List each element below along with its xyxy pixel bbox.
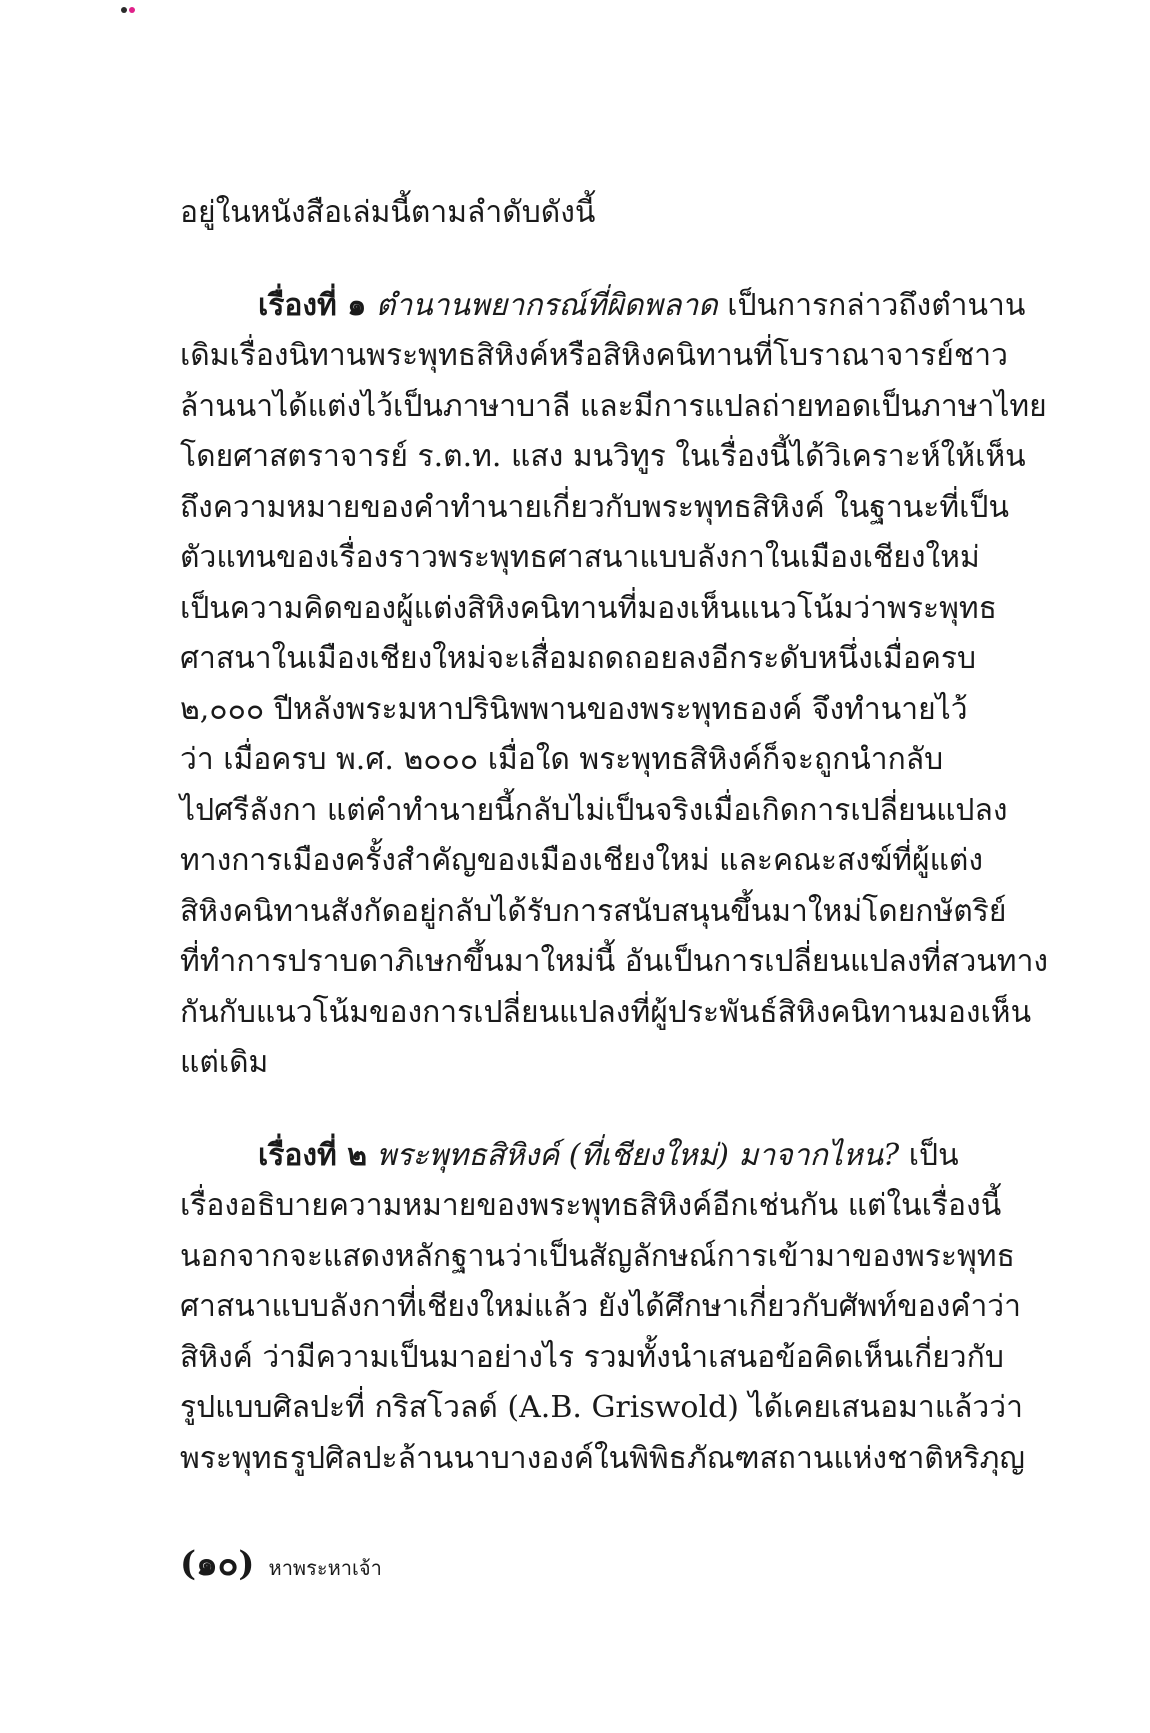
story2-line: ศาสนาแบบลังกาที่เชียงใหม่แล้ว ยังได้ศึกษาเกี่ยวกับศัพท์ของคำว่า [180,1289,1021,1324]
story2-line: นอกจากจะแสดงหลักฐานว่าเป็นสัญลักษณ์การเข้ามาของพระพุทธ [180,1238,1015,1274]
story2-line: สิหิงค์ ว่ามีความเป็นมาอย่างไร รวมทั้งนำเสนอข้อคิดเห็นเกี่ยวกับ [180,1339,1004,1375]
intro-line: อยู่ในหนังสือเล่มนี้ตามลำดับดังนี้ [180,195,596,230]
story1-line: ว่า เมื่อครบ พ.ศ. ๒๐๐๐ เมื่อใด พระพุทธสิหิงค์ก็จะถูกนำกลับ [180,742,944,777]
story-1-label: เรื่องที่ ๑ [258,287,367,323]
page-number: (๑๐) [180,1544,255,1584]
story-1-first-line [180,281,1026,332]
story-1-title: ตำนานพยากรณ์ที่ผิดพลาด [375,287,718,323]
story1-line: ๒,๐๐๐ ปีหลังพระมหาปรินิพพานของพระพุทธองค์ จึงทำนายไว้ [180,691,968,727]
story-2-label: เรื่องที่ ๒ [258,1137,368,1173]
story-2-paragraph [180,1131,1025,1485]
paragraph-gap [180,1089,932,1131]
dark-dot [121,7,127,13]
story2-line: รูปแบบศิลปะที่ กริสโวลด์ (A.B. Griswold) ได้เคยเสนอมาแล้วว่า [180,1390,1023,1425]
page-body [180,188,1049,1484]
pink-dot [129,7,135,13]
story-1-paragraph [180,281,1049,1089]
story2-line: พระพุทธรูปศิลปะล้านนาบางองค์ในพิพิธภัณฑสถานแห่งชาติหริภุญ [180,1440,1025,1476]
story-2-first-line-rest: เป็น [908,1137,959,1173]
paragraph-gap [180,239,932,281]
story-2-lines [180,1181,1025,1484]
story-2-first-line [180,1131,959,1182]
story1-line: ที่ทำการปราบดาภิเษกขึ้นมาใหม่นี้ อันเป็นการเปลี่ยนแปลงที่สวนทาง [180,944,1049,979]
story1-line: ไปศรีลังกา แต่คำทำนายนี้กลับไม่เป็นจริงเมื่อเกิดการเปลี่ยนแปลง [180,792,1008,828]
story-1-first-line-rest: เป็นการกล่าวถึงตำนาน [727,287,1026,323]
story1-line: ล้านนาได้แต่งไว้เป็นภาษาบาลี และมีการแปลถ่ายทอดเป็นภาษาไทย [180,388,1047,424]
story1-line: โดยศาสตราจารย์ ร.ต.ท. แสง มนวิทูร ในเรื่องนี้ได้วิเคราะห์ให้เห็น [180,439,1026,474]
story2-line: เรื่องอธิบายความหมายของพระพุทธสิหิงค์อีกเช่นกัน แต่ในเรื่องนี้ [180,1188,1002,1223]
story1-line: ทางการเมืองครั้งสำคัญของเมืองเชียงใหม่ และคณะสงฆ์ที่ผู้แต่ง [180,843,984,878]
story1-line: ศาสนาในเมืองเชียงใหม่จะเสื่อมถดถอยลงอีกระดับหนึ่งเมื่อครบ [180,641,977,676]
running-title: หาพระหาเจ้า [268,1556,382,1580]
corner-dots [121,7,135,13]
story1-line: แต่เดิม [180,1045,269,1080]
story-2-title: พระพุทธสิหิงค์ (ที่เชียงใหม่) มาจากไหน? [376,1137,900,1173]
story1-line: กันกับแนวโน้มของการเปลี่ยนแปลงที่ผู้ประพันธ์สิหิงคนิทานมองเห็น [180,994,1032,1030]
page-footer [180,1536,382,1590]
story1-line: เดิมเรื่องนิทานพระพุทธสิหิงค์หรือสิหิงคนิทานที่โบราณาจารย์ชาว [180,338,1008,373]
story1-line: เป็นความคิดของผู้แต่งสิหิงคนิทานที่มองเห็นแนวโน้มว่าพระพุทธ [180,590,997,626]
story1-line: ตัวแทนของเรื่องราวพระพุทธศาสนาแบบลังกาในเมืองเชียงใหม่ [180,540,980,575]
story1-line: สิหิงคนิทานสังกัดอยู่กลับได้รับการสนับสนุนขึ้นมาใหม่โดยกษัตริย์ [180,893,1007,929]
story-1-lines [180,331,1049,1089]
story1-line: ถึงความหมายของคำทำนายเกี่ยวกับพระพุทธสิหิงค์ ในฐานะที่เป็น [180,489,1009,525]
